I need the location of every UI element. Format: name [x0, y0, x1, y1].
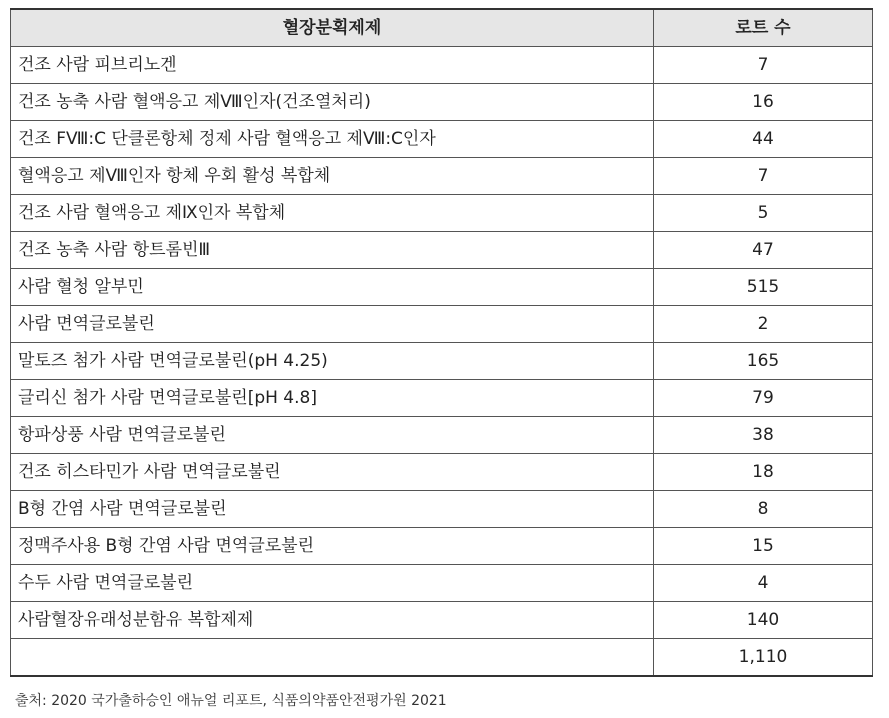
column-header-product: 혈장분획제제	[11, 9, 654, 47]
table-row	[11, 380, 873, 417]
lot-count-cell: 47	[654, 232, 873, 269]
lot-count-cell: 4	[654, 565, 873, 602]
table-row	[11, 565, 873, 602]
product-name-cell: 사람혈장유래성분함유 복합제제	[11, 602, 654, 639]
table-row	[11, 269, 873, 306]
table-row	[11, 47, 873, 84]
lot-count-cell: 15	[654, 528, 873, 565]
total-lot-count-cell: 1,110	[654, 639, 873, 677]
lot-count-cell: 44	[654, 121, 873, 158]
source-citation: 출처: 2020 국가출하승인 애뉴얼 리포트, 식품의약품안전평가원 2021	[15, 693, 447, 709]
product-name-cell: B형 간염 사람 면역글로불린	[11, 491, 654, 528]
plasma-products-table	[10, 8, 873, 677]
lot-count-cell: 16	[654, 84, 873, 121]
product-name-cell: 항파상풍 사람 면역글로불린	[11, 417, 654, 454]
total-row	[11, 639, 873, 677]
table-row	[11, 232, 873, 269]
table-row	[11, 528, 873, 565]
product-name-cell: 말토즈 첨가 사람 면역글로불린(pH 4.25)	[11, 343, 654, 380]
table-header-row	[11, 9, 873, 47]
product-name-cell	[11, 639, 654, 677]
table-row	[11, 343, 873, 380]
plasma-products-table-container	[10, 8, 872, 677]
lot-count-cell: 2	[654, 306, 873, 343]
product-name-cell: 건조 사람 혈액응고 제Ⅸ인자 복합체	[11, 195, 654, 232]
table-row	[11, 121, 873, 158]
product-name-cell: 건조 히스타민가 사람 면역글로불린	[11, 454, 654, 491]
table-row	[11, 417, 873, 454]
table-body	[11, 47, 873, 677]
lot-count-cell: 7	[654, 47, 873, 84]
lot-count-cell: 8	[654, 491, 873, 528]
table-row	[11, 602, 873, 639]
table-row	[11, 84, 873, 121]
product-name-cell: 건조 농축 사람 항트롬빈Ⅲ	[11, 232, 654, 269]
lot-count-cell: 38	[654, 417, 873, 454]
lot-count-cell: 140	[654, 602, 873, 639]
lot-count-cell: 7	[654, 158, 873, 195]
product-name-cell: 건조 사람 피브리노겐	[11, 47, 654, 84]
product-name-cell: 사람 혈청 알부민	[11, 269, 654, 306]
lot-count-cell: 165	[654, 343, 873, 380]
table-row	[11, 491, 873, 528]
product-name-cell: 건조 FⅧ:C 단클론항체 정제 사람 혈액응고 제Ⅷ:C인자	[11, 121, 654, 158]
lot-count-cell: 18	[654, 454, 873, 491]
table-row	[11, 306, 873, 343]
lot-count-cell: 515	[654, 269, 873, 306]
table-row	[11, 195, 873, 232]
product-name-cell: 사람 면역글로불린	[11, 306, 654, 343]
product-name-cell: 정맥주사용 B형 간염 사람 면역글로불린	[11, 528, 654, 565]
column-header-lot-count: 로트 수	[654, 9, 873, 47]
product-name-cell: 혈액응고 제Ⅷ인자 항체 우회 활성 복합체	[11, 158, 654, 195]
table-row	[11, 454, 873, 491]
lot-count-cell: 79	[654, 380, 873, 417]
table-row	[11, 158, 873, 195]
lot-count-cell: 5	[654, 195, 873, 232]
product-name-cell: 수두 사람 면역글로불린	[11, 565, 654, 602]
product-name-cell: 글리신 첨가 사람 면역글로불린[pH 4.8]	[11, 380, 654, 417]
product-name-cell: 건조 농축 사람 혈액응고 제Ⅷ인자(건조열처리)	[11, 84, 654, 121]
